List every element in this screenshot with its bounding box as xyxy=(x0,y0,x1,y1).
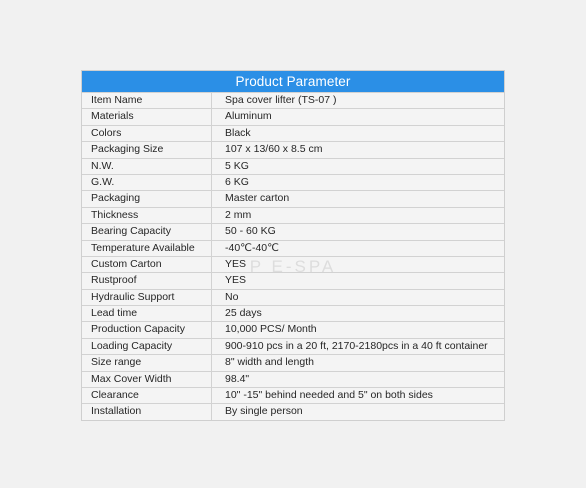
param-name: G.W. xyxy=(82,175,212,190)
table-row xyxy=(82,190,504,206)
param-name: Clearance xyxy=(82,388,212,403)
param-name: Packaging xyxy=(82,191,212,206)
param-name: Custom Carton xyxy=(82,257,212,272)
table-row xyxy=(82,108,504,124)
table-row xyxy=(82,371,504,387)
param-name: Temperature Available xyxy=(82,241,212,256)
watermark: P E-SPA xyxy=(249,257,337,276)
param-value: -40℃-40℃ xyxy=(225,241,279,254)
table-row xyxy=(82,207,504,223)
table-row xyxy=(82,256,504,272)
table-body xyxy=(82,92,504,420)
param-value: Black xyxy=(225,126,251,139)
table-row xyxy=(82,92,504,108)
param-name: Installation xyxy=(82,404,212,419)
param-value: 25 days xyxy=(225,307,262,320)
param-value: By single person xyxy=(225,405,303,418)
table-row xyxy=(82,272,504,288)
table-row xyxy=(82,125,504,141)
param-name: Item Name xyxy=(82,93,212,108)
param-value: Aluminum xyxy=(225,110,272,123)
table-row xyxy=(82,141,504,157)
param-name: Hydraulic Support xyxy=(82,290,212,305)
param-value: 107 x 13/60 x 8.5 cm xyxy=(225,143,323,156)
param-name: Colors xyxy=(82,126,212,141)
param-name: Max Cover Width xyxy=(82,372,212,387)
param-value: 10,000 PCS/ Month xyxy=(225,323,317,336)
table-row xyxy=(82,338,504,354)
table-row xyxy=(82,158,504,174)
param-name: Rustproof xyxy=(82,273,212,288)
param-value: YES xyxy=(225,274,247,287)
param-value: 98.4" xyxy=(225,372,250,385)
param-value: No xyxy=(225,290,239,303)
table-row xyxy=(82,289,504,305)
param-name: Materials xyxy=(82,109,212,124)
table-row xyxy=(82,387,504,403)
param-name: Size range xyxy=(82,355,212,370)
table-row xyxy=(82,240,504,256)
param-name: Loading Capacity xyxy=(82,339,212,354)
param-value: YES xyxy=(225,257,247,270)
param-value: 6 KG xyxy=(225,175,249,188)
table-row xyxy=(82,321,504,337)
param-value: 5 KG xyxy=(225,159,249,172)
param-name: N.W. xyxy=(82,159,212,174)
param-value: 900-910 pcs in a 20 ft, 2170-2180pcs in a 40 ft container xyxy=(225,339,488,352)
param-name: Bearing Capacity xyxy=(82,224,212,239)
table-row xyxy=(82,403,504,419)
param-value: 50 - 60 KG xyxy=(225,225,276,238)
param-value: 2 mm xyxy=(225,208,252,221)
param-value: Spa cover lifter (TS-07 ) xyxy=(225,94,337,106)
param-name: Packaging Size xyxy=(82,142,212,157)
table-row xyxy=(82,223,504,239)
param-name: Lead time xyxy=(82,306,212,321)
param-value: 10" -15" behind needed and 5" on both sides xyxy=(225,389,433,402)
table-row xyxy=(82,174,504,190)
param-value: Master carton xyxy=(225,192,290,205)
param-name: Thickness xyxy=(82,208,212,223)
param-value: 8" width and length xyxy=(225,356,314,369)
product-parameter-table xyxy=(81,70,505,421)
table-title: Product Parameter xyxy=(82,71,504,92)
table-row xyxy=(82,354,504,370)
table-row xyxy=(82,305,504,321)
param-name: Production Capacity xyxy=(82,322,212,337)
